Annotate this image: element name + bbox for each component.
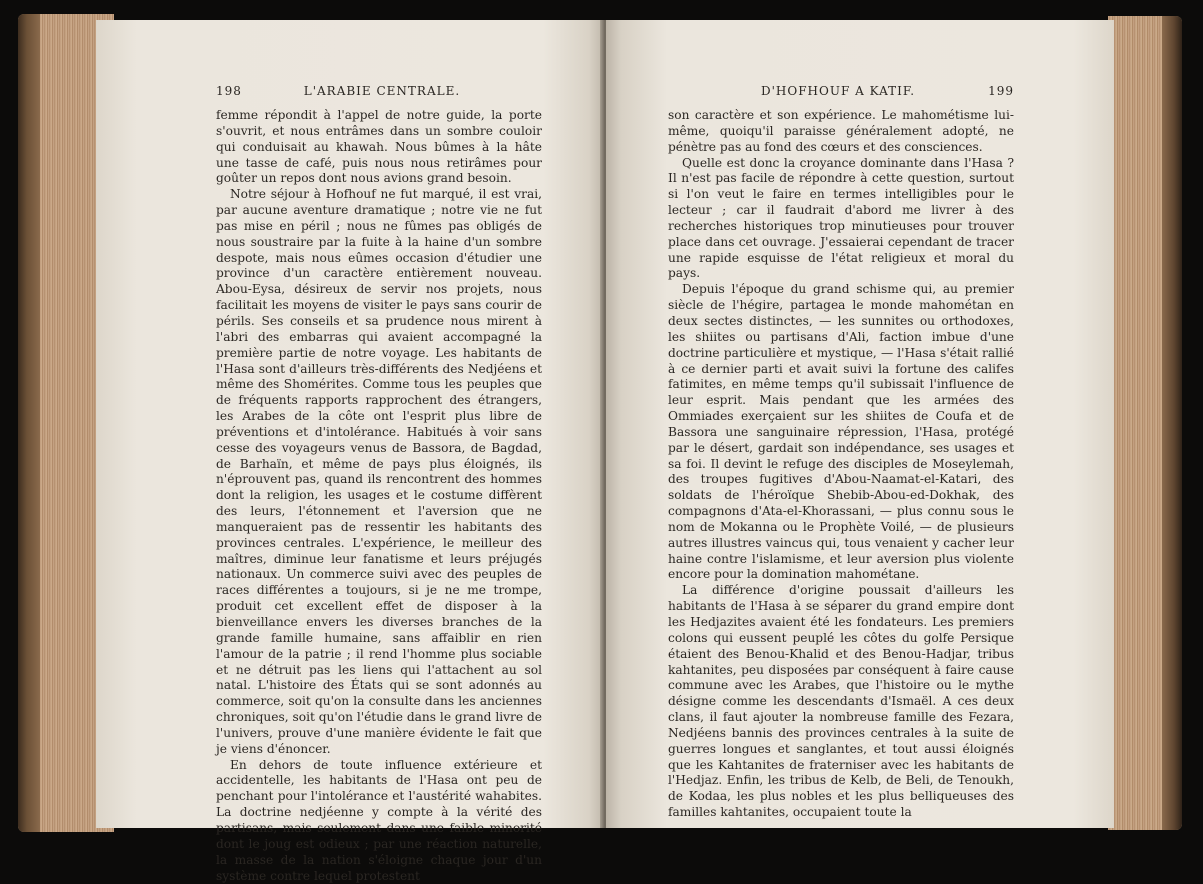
paragraph: son caractère et son expérience. Le mahométisme lui-même, quoiqu'il paraisse généralement adopté, ne pénètre pas au fond des cœurs et des consciences. [668, 108, 1014, 154]
left-running-title: L'ARABIE CENTRALE. [303, 84, 461, 98]
paragraph: Depuis l'époque du grand schisme qui, au premier siècle de l'hégire, partagea le monde mahométan en deux sectes distinctes, — les sunnites ou orthodoxes, les shiites ou partisans d'Ali, faction imbue d'une doctrine particulière et mystique, — l'Hasa s'était rallié à ce dernier parti et avait suivi la fortune des califes fatimites, en même temps qu'il subissait l'influence de leur esprit. Mais pendant que les armées des Ommiades exerçaient sur les shiites de Coufa et de Bassora une sanguinaire répression, l'Hasa, protégé par le désert, gardait son indépendance, ses usages et sa foi. Il devint le refuge des disciples de Moseylemah, des troupes fugitives d'Abou-Naamat-el-Katari, des soldats de l'héroïque Shebib-Abou-ed-Dokhak, des compagnons d'Ata-el-Khorassani, — plus connu sous le nom de Mokanna ou le Prophète Voilé, — de plusieurs autres illustres vaincus qui, tous venaient y cacher leur haine contre l'islamisme, et leur aversion plus violente encore pour la domination mahométane. [668, 282, 1014, 582]
right-page [606, 20, 1114, 828]
left-page [96, 20, 604, 883]
right-running-title: D'HOFHOUF A KATIF. [761, 84, 916, 98]
right-page-number: 199 [988, 84, 1014, 98]
left-running-head [216, 84, 542, 100]
left-page-number: 198 [216, 84, 242, 98]
paragraph: femme répondit à l'appel de notre guide, la porte s'ouvrit, et nous entrâmes dans un sombre couloir qui conduisait au khawah. Nous bûmes à la hâte une tasse de café, puis nous nous retirâmes pour goûter un repos dont nous avions grand besoin. [216, 108, 542, 186]
paragraph: En dehors de toute influence extérieure et accidentelle, les habitants de l'Hasa ont peu de penchant pour l'intolérance et l'austérité wahabites. La doctrine nedjéenne y compte à la vérité des partisans, mais seulement dans une faible minorité dont le joug est odieux ; par une réaction naturelle, la masse de la nation s'éloigne chaque jour d'un système contre lequel protestent [216, 757, 542, 883]
right-body-text [668, 108, 1014, 821]
right-running-head [668, 84, 1014, 100]
paragraph: La différence d'origine poussait d'ailleurs les habitants de l'Hasa à se séparer du grand empire dont les Hedjazites avaient été les fondateurs. Les premiers colons qui eussent peuplé les côtes du golfe Persique étaient des Benou-Khalid et des Benou-Hadjar, tribus kahtanites, peu disposées par conséquent à faire cause commune avec les Arabes, que l'histoire ou le mythe désigne comme les descendants d'Ismaël. A ces deux clans, il faut ajouter la nombreuse famille des Fezara, Nedjéens bannis des provinces centrales à la suite de guerres longues et sanglantes, et tout aussi éloignés que les Kahtanites de fraterniser avec les habitants de l'Hedjaz. Enfin, les tribus de Kelb, de Beli, de Tenoukh, de Kodaa, les plus nobles et les plus belliqueuses des familles kahtanites, occupaient toute la [668, 583, 1014, 820]
left-body-text [216, 108, 542, 884]
right-page-edges [1108, 16, 1182, 830]
paragraph: Notre séjour à Hofhouf ne fut marqué, il est vrai, par aucune aventure dramatique ; notre vie ne fut pas mise en péril ; nous ne fûmes pas obligés de nous soustraire par la fuite à la haine d'un sombre despote, mais nous eûmes occasion d'étudier une province d'un caractère entièrement nouveau. Abou-Eysa, désireux de servir nos projets, nous facilitait les moyens de visiter le pays sans courir de périls. Ses conseils et sa prudence nous mirent à l'abri des embarras qui avaient accompagné la première partie de notre voyage. Les habitants de l'Hasa sont d'ailleurs très-différents des Nedjéens et même des Shomérites. Comme tous les peuples que de fréquents rapports rapprochent des étrangers, les Arabes de la côte ont l'esprit plus libre de préventions et d'intolérance. Habitués à voir sans cesse des voyageurs venus de Bassora, de Bagdad, de Barhaïn, et même de pays plus éloignés, ils n'éprouvent pas, quand ils rencontrent des hommes dont la religion, les usages et le costume diffèrent des leurs, l'étonnement et l'aversion que ne manqueraient pas de ressentir les habitants des provinces centrales. L'expérience, le meilleur des maîtres, diminue leur fanatisme et leurs préjugés nationaux. Un commerce suivi avec des peuples de races différentes a toujours, si je ne me trompe, produit cet excellent effet de disposer à la bienveillance envers les diverses branches de la grande famille humaine, sans affaiblir en rien l'amour de la patrie ; il rend l'homme plus sociable et ne détruit pas les liens qui l'attachent au sol natal. L'histoire des États qui se sont adonnés au commerce, soit qu'on la consulte dans les anciennes chroniques, soit qu'on l'étudie dans le grand livre de l'univers, prouve d'une manière évidente le fait que je viens d'énoncer. [216, 187, 542, 756]
paragraph: Quelle est donc la croyance dominante dans l'Hasa ? Il n'est pas facile de répondre à cette question, surtout si l'on veut le faire en termes intelligibles pour le lecteur ; car il faudrait d'abord me livrer à des recherches historiques trop minutieuses pour trouver place dans cet ouvrage. J'essaierai cependant de tracer une rapide esquisse de l'état religieux et moral du pays. [668, 155, 1014, 281]
